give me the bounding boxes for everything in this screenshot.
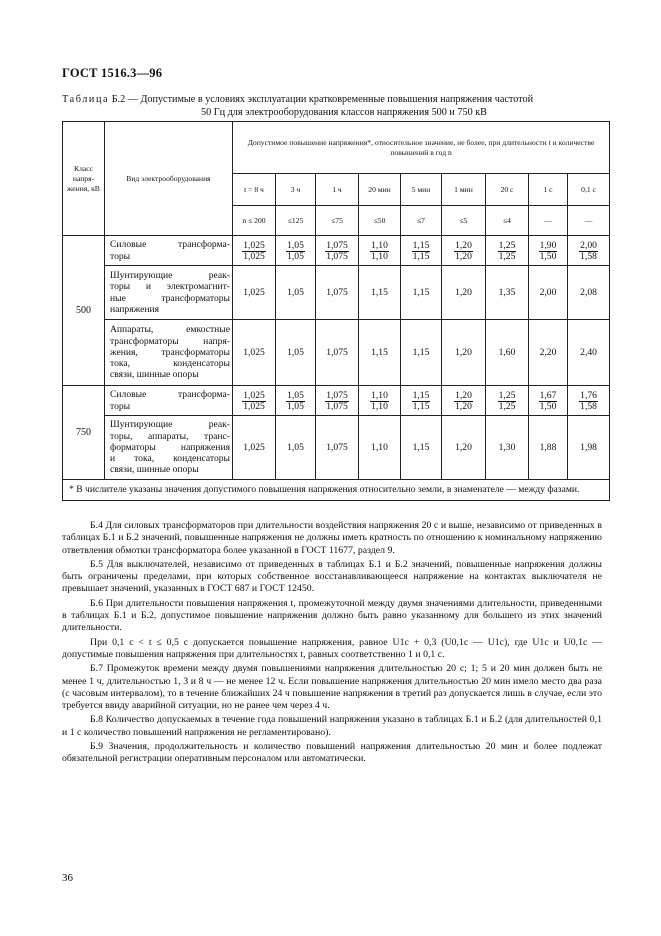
paragraph: Б.5 Для выключателей, независимо от приведенных в таблицах Б.1 и Б.2 значений, повышенные напряжения должны быть ограничены пределами, при которых собственное восстанавливающееся напряжение на контактах выключателя не превышает значений, указанных в ГОСТ 687 и ГОСТ 12450. [62,558,602,595]
duration-cell: t = 8 ч [233,174,276,206]
value-cell [316,386,359,416]
value-cell [568,236,610,266]
denominator: 1,10 [371,400,388,412]
equipment-line: трансформаторы напря- [110,335,230,347]
equipment-line: торы, аппараты, транс- [110,430,230,442]
equipment-line: напряжения [110,303,160,315]
value-cell [529,386,568,416]
value-cell [442,236,486,266]
value-cell: 1,05 [276,266,316,320]
denominator: 1,25 [498,400,516,412]
count-cell: ≤125 [276,206,316,236]
value-cell [401,236,442,266]
numerator: 1,76 [580,389,597,401]
numerator: 1,10 [371,389,388,401]
denominator: 1,15 [412,250,430,262]
equipment-line: Силовые трансформа- [110,239,230,251]
value-cell: 1,15 [401,266,442,320]
equipment-line: и тока, конденсаторы [110,453,230,465]
page-number: 36 [62,872,73,884]
equipment-cell [105,236,233,266]
equipment-line: Шунтирующие реак- [110,419,230,431]
paragraph: Б.8 Количество допускаемых в течение года повышений напряжения указано в таблицах Б.1 и Б.2 (для длительностей 0,1 и 1 с количество повышений напряжения не регламентировано). [62,714,602,738]
value-cell [359,236,401,266]
paragraph: Б.7 Промежуток времени между двумя повышениями напряжения длительностью 20 с; 1; 5 и 20 мин должен быть не менее 1 ч, длительностью 1, 3 и 8 ч — не менее 12 ч. Если повышение напряжения длительностью 20 мин имело место два раза (с часовым интервалом), то в течение ближайших 24 ч повышение напряжения в третий раз допускается лишь в случае, если это требуется ввиду аварийной ситуации, но не ранее чем через 4 ч. [62,663,602,712]
value-cell [486,386,529,416]
numerator: 1,075 [326,389,348,401]
duration-cell: 1 с [529,174,568,206]
fraction-value [498,391,517,412]
denominator: 1,05 [287,250,304,262]
paragraph: При 0,1 с < t ≤ 0,5 с допускается повышение напряжения, равное U1с + 0,3 (U0,1с — U1с), где U1с и U0,1с — допустимые повышения напряжения при длительностях t, равных соответственно 1 и 0,1 с. [62,636,602,660]
fraction-value [539,391,558,412]
value-cell [442,386,486,416]
fraction-value [579,241,598,262]
caption-line-1: Б.2 — Допустимые в условиях эксплуатации кратковременные повышения напряжения частотой [109,94,534,105]
value-cell: 1,075 [316,320,359,386]
fraction-value [454,391,473,412]
denominator: 1,20 [455,250,472,262]
value-cell [359,386,401,416]
equipment-line: форматоры напряжения [110,441,230,453]
caption-line-2: 50 Гц для электрооборудования классов напряжения 500 и 750 кВ [201,106,487,118]
equipment-cell [105,266,233,320]
table-row [63,266,610,320]
denominator: 1,15 [412,400,430,412]
value-cell [233,386,276,416]
paragraph: Б.9 Значения, продолжительность и количество повышений напряжения длительностью 20 мин и более подлежат обязательной регистрации оперативным персоналом или автоматически. [62,741,602,765]
voltage-table [62,121,610,501]
body-text [62,520,602,768]
value-cell: 1,88 [529,416,568,480]
table-row [63,416,610,480]
numerator: 1,20 [455,389,472,401]
value-cell [276,236,316,266]
value-cell: 1,15 [359,266,401,320]
duration-cell: 5 мин [401,174,442,206]
equipment-line: Силовые трансформа- [110,389,230,401]
header-equipment-type: Вид электрооборудования [105,122,233,236]
numerator: 1,25 [498,389,516,401]
value-cell: 1,20 [442,320,486,386]
denominator: 1,50 [539,250,557,262]
denominator: 1,58 [580,400,597,412]
equipment-line: Аппараты, емкостные [110,324,230,336]
numerator: 2,00 [580,239,597,251]
numerator: 1,15 [412,239,430,251]
count-cell: n ≤ 200 [233,206,276,236]
denominator: 1,025 [243,400,265,412]
fraction-value [579,391,598,412]
value-cell [486,236,529,266]
value-cell [568,386,610,416]
numerator: 1,05 [287,389,304,401]
value-cell: 1,05 [276,320,316,386]
fraction-value [242,391,266,412]
value-cell: 1,025 [233,416,276,480]
fraction-value [454,241,473,262]
equipment-line: связи, шинные опоры [110,464,199,476]
fraction-value [370,241,389,262]
numerator: 1,67 [539,389,557,401]
duration-cell: 1 мин [442,174,486,206]
count-cell: ≤50 [359,206,401,236]
duration-cell: 20 мин [359,174,401,206]
value-cell [276,386,316,416]
fraction-value [286,241,305,262]
document-header: ГОСТ 1516.3—96 [62,66,163,80]
denominator: 1,20 [455,400,472,412]
denominator: 1,025 [243,250,265,262]
value-cell: 1,15 [359,320,401,386]
duration-cell: 3 ч [276,174,316,206]
value-cell: 1,075 [316,266,359,320]
denominator: 1,10 [371,250,388,262]
count-cell: — [568,206,610,236]
table-body [63,236,610,480]
value-cell [316,236,359,266]
value-cell [401,386,442,416]
voltage-class-cell: 500 [63,236,105,386]
numerator: 1,075 [326,239,348,251]
numerator: 1,25 [498,239,516,251]
value-cell: 1,075 [316,416,359,480]
equipment-line: связи, шинные опоры [110,369,199,381]
value-cell: 1,10 [359,416,401,480]
numerator: 1,15 [412,389,430,401]
fraction-value [325,241,349,262]
table-row [63,236,610,266]
equipment-line: тока, конденсаторы [110,358,230,370]
value-cell: 1,025 [233,320,276,386]
equipment-line: ные трансформаторы [110,292,230,304]
equipment-cell [105,320,233,386]
value-cell: 1,20 [442,416,486,480]
duration-cell: 0,1 с [568,174,610,206]
paragraph: Б.6 При длительности повышения напряжения t, промежуточной между двумя значениями длительности, приведенными в таблицах Б.1 и Б.2, допустимое повышение напряжения должно быть равно указанному для большего из этих значений длительности. [62,597,602,634]
numerator: 1,20 [455,239,472,251]
header-group: Допустимое повышение напряжения*, относительное значение, не более, при длительности t и количестве повышений в год n [233,122,610,174]
voltage-class-cell: 750 [63,386,105,480]
equipment-line: торы и электромагнит- [110,281,230,293]
count-cell: ≤75 [316,206,359,236]
equipment-line: торы [110,250,131,262]
equipment-line: Шунтирующие реак- [110,270,230,282]
value-cell: 1,20 [442,266,486,320]
value-cell: 1,15 [401,320,442,386]
duration-cell: 1 ч [316,174,359,206]
denominator: 1,50 [539,400,557,412]
paragraph: Б.4 Для силовых трансформаторов при длительности воздействия напряжения 20 с и выше, независимо от приведенных в таблицах Б.1 и Б.2 значений, повышенные напряжения не должны иметь кратность по отношению к номинальному напряжению ответвления обмотки трансформатора более указанной в ГОСТ 11677, раздел 9. [62,520,602,556]
value-cell: 2,08 [568,266,610,320]
value-cell: 1,60 [486,320,529,386]
equipment-line: жения, трансформаторы [110,346,230,358]
value-cell: 2,20 [529,320,568,386]
numerator: 1,025 [243,239,265,251]
numerator: 1,10 [371,239,388,251]
fraction-value [370,391,389,412]
equipment-line: торы [110,400,131,412]
value-cell: 1,30 [486,416,529,480]
numerator: 1,90 [539,239,557,251]
fraction-value [242,241,266,262]
count-cell: ≤5 [442,206,486,236]
table-caption [62,94,606,119]
value-cell: 1,025 [233,266,276,320]
denominator: 1,05 [287,400,304,412]
value-cell [529,236,568,266]
equipment-cell [105,386,233,416]
value-cell: 1,35 [486,266,529,320]
denominator: 1,25 [498,250,516,262]
caption-label: Таблица [62,94,110,105]
denominator: 1,075 [326,400,348,412]
fraction-value [325,391,349,412]
fraction-value [498,241,517,262]
numerator: 1,05 [287,239,304,251]
denominator: 1,075 [326,250,348,262]
value-cell: 1,05 [276,416,316,480]
numerator: 1,025 [243,389,265,401]
value-cell: 1,15 [401,416,442,480]
duration-cell: 20 с [486,174,529,206]
count-cell: ≤4 [486,206,529,236]
value-cell: 2,00 [529,266,568,320]
fraction-value [412,391,431,412]
denominator: 1,58 [580,250,597,262]
table-footnote: * В числителе указаны значения допустимого повышения напряжения относительно земли, в знаменателе — между фазами. [63,480,610,501]
header-class: Класс напря-жения, кВ [63,122,105,236]
count-cell: — [529,206,568,236]
count-cell: ≤7 [401,206,442,236]
fraction-value [539,241,558,262]
value-cell: 2,40 [568,320,610,386]
fraction-value [412,241,431,262]
table-row [63,320,610,386]
value-cell [233,236,276,266]
table-row [63,386,610,416]
value-cell: 1,98 [568,416,610,480]
equipment-cell [105,416,233,480]
fraction-value [286,391,305,412]
